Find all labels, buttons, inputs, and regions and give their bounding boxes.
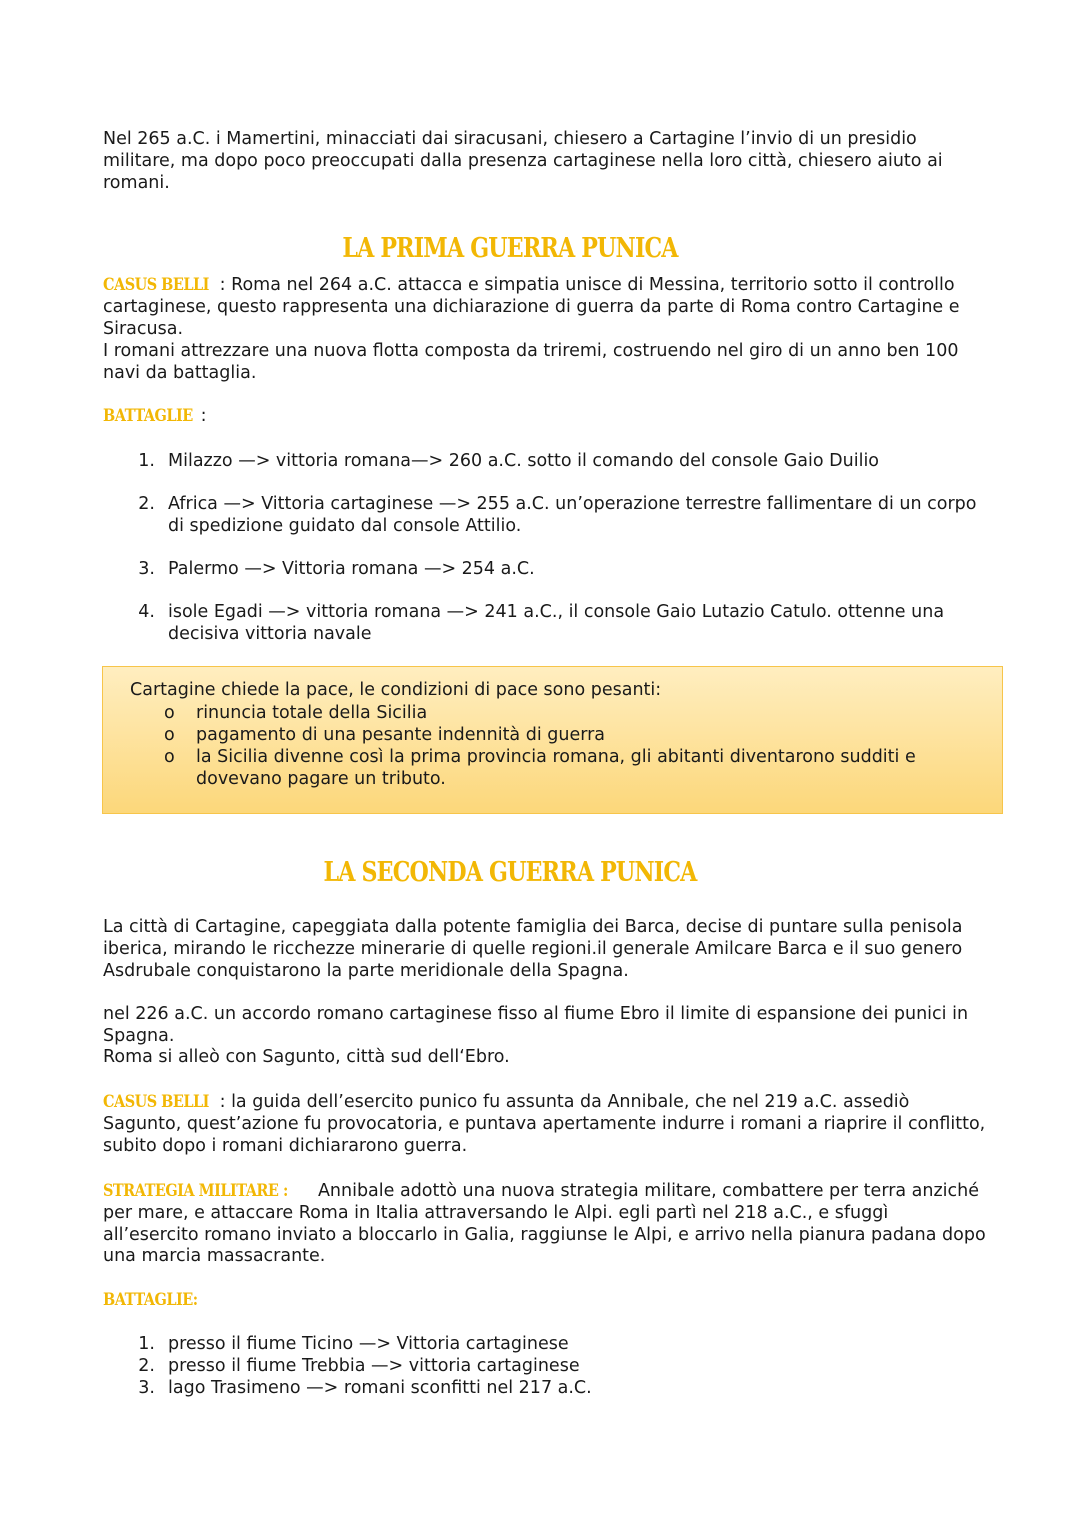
first-war-casus-belli: [103, 275, 988, 340]
list-text: Milazzo —> vittoria romana—> 260 a.C. sotto il comando del console Gaio Duilio: [168, 451, 880, 471]
list-text: isole Egadi —> vittoria romana —> 241 a.C., il console Gaio Lutazio Catulo. ottenne una decisiva vittoria navale: [168, 602, 945, 644]
list-text: presso il fiume Trebbia —> vittoria cartaginese: [168, 1356, 580, 1376]
list-text: rinuncia totale della Sicilia: [196, 703, 428, 723]
battles-label: BATTAGLIE:: [103, 1290, 198, 1310]
list-item: [164, 725, 976, 747]
list-item: [138, 1334, 988, 1356]
bullet-icon: o: [164, 703, 175, 723]
list-item: [138, 559, 988, 581]
list-item: [138, 451, 988, 473]
list-text: presso il fiume Ticino —> Vittoria cartaginese: [168, 1334, 569, 1354]
bullet-icon: o: [164, 725, 175, 745]
casus-belli-text: : Roma nel 264 a.C. attacca e simpatia unisce di Messina, territorio sotto il controllo cartaginese, questo rappresenta una dichiarazione di guerra da parte di Roma contro Cartagine e Siracusa.: [103, 275, 960, 339]
list-number: 3.: [138, 1378, 155, 1398]
list-number: 3.: [138, 559, 155, 579]
first-war-title: LA PRIMA GUERRA PUNICA: [342, 233, 678, 264]
list-item: [164, 703, 976, 725]
list-item: [138, 602, 988, 646]
list-number: 2.: [138, 494, 155, 514]
casus-belli-text: : la guida dell’esercito punico fu assunta da Annibale, che nel 219 a.C. assediò Sagunto, quest’azione fu provocatoria, e puntava apertamente indurre i romani a riaprire il conflitto, subito dopo i romani dichiararono guerra.: [103, 1092, 986, 1156]
second-war-casus-belli: [103, 1092, 988, 1157]
strategy-text: Annibale adottò una nuova strategia militare, combattere per terra anziché per mare, e attaccare Roma in Italia attraversando le Alpi. egli partì nel 218 a.C., e sfuggì all’esercito romano inviato a bloccarlo in Galia, raggiunse le Alpi, e arrivo nella pianura padana dopo una marcia massacrante.: [103, 1181, 986, 1267]
list-text: Palermo —> Vittoria romana —> 254 a.C.: [168, 559, 535, 579]
list-item: [138, 1378, 988, 1400]
list-text: pagamento di una pesante indennità di guerra: [196, 725, 606, 745]
second-war-paragraph-barca: La città di Cartagine, capeggiata dalla potente famiglia dei Barca, decise di puntare sulla penisola iberica, mirando le ricchezze minerarie di quelle regioni.il generale Amilcare Barca e il suo genero Asdrubale conquistarono la parte meridionale della Spagna.: [103, 917, 963, 981]
intro-paragraph: Nel 265 a.C. i Mamertini, minacciati dai siracusani, chiesero a Cartagine l’invio di un presidio militare, ma dopo poco preoccupati dalla presenza cartaginese nella loro città, chiesero aiuto ai romani.: [103, 129, 943, 193]
list-number: 1.: [138, 451, 155, 471]
list-text: Africa —> Vittoria cartaginese —> 255 a.C. un’operazione terrestre fallimentare di un corpo di spedizione guidato dal console Attilio.: [168, 494, 977, 536]
list-number: 4.: [138, 602, 155, 622]
second-war-title: LA SECONDA GUERRA PUNICA: [323, 857, 697, 888]
battles-label: BATTAGLIE: [103, 406, 193, 426]
list-text: lago Trasimeno —> romani sconfitti nel 217 a.C.: [168, 1378, 592, 1398]
second-war-paragraph-sagunto: Roma si alleò con Sagunto, città sud dell‘Ebro.: [103, 1047, 510, 1067]
list-text: la Sicilia divenne così la prima provincia romana, gli abitanti diventarono sudditi e dovevano pagare un tributo.: [196, 747, 916, 789]
list-item: [138, 1356, 988, 1378]
bullet-icon: o: [164, 747, 175, 767]
strategy-label: STRATEGIA MILITARE :: [103, 1181, 288, 1201]
list-number: 2.: [138, 1356, 155, 1376]
peace-conditions-box: [102, 666, 1003, 814]
casus-belli-label: CASUS BELLI: [103, 1092, 209, 1112]
fleet-paragraph: I romani attrezzare una nuova flotta composta da triremi, costruendo nel giro di un anno ben 100 navi da battaglia.: [103, 341, 959, 383]
first-war-battles-heading: [103, 406, 983, 428]
list-number: 1.: [138, 1334, 155, 1354]
second-war-strategy: [103, 1181, 988, 1268]
casus-belli-label: CASUS BELLI: [103, 275, 209, 295]
second-war-battles-heading: [103, 1290, 983, 1312]
peace-intro: Cartagine chiede la pace, le condizioni di pace sono pesanti:: [130, 680, 662, 700]
list-item: [138, 494, 988, 538]
battles-label-colon: :: [200, 406, 207, 426]
second-war-paragraph-ebro: nel 226 a.C. un accordo romano cartaginese fisso al fiume Ebro il limite di espansione dei punici in Spagna.: [103, 1004, 969, 1046]
list-item: [164, 747, 976, 791]
